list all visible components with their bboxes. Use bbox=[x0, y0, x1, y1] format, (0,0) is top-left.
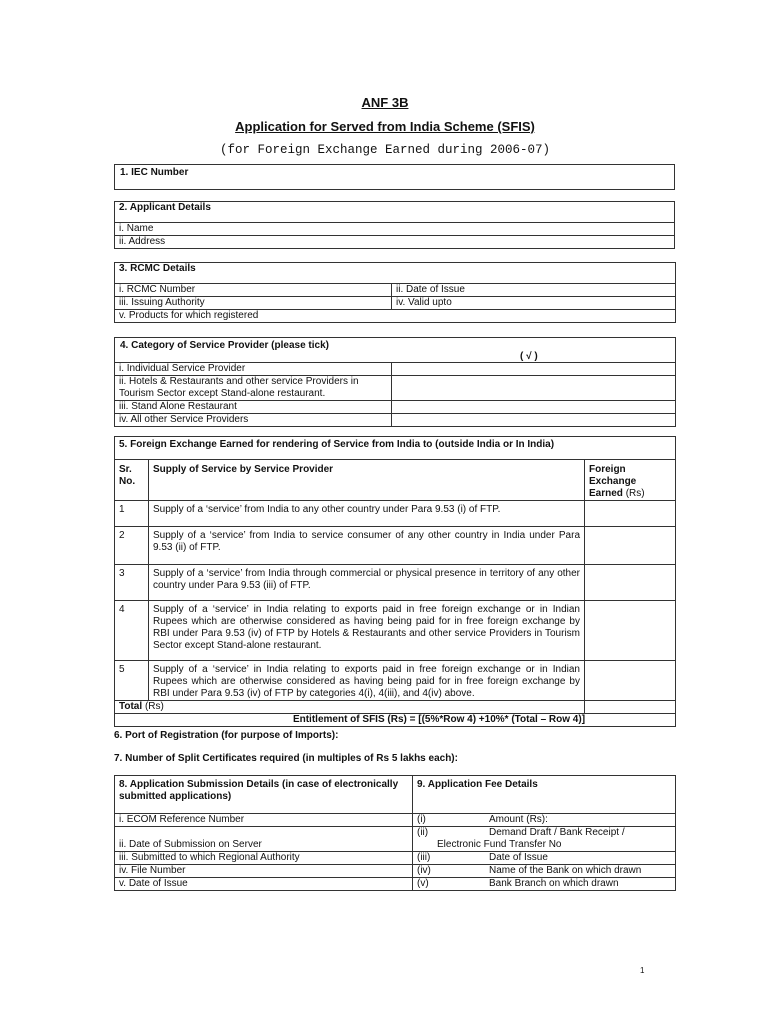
submission-fee-section bbox=[114, 775, 675, 891]
row2-sr: 2 bbox=[115, 527, 149, 565]
row5-value-field[interactable] bbox=[585, 661, 676, 701]
submission-details-label: 8. Application Submission Details (in case of electronically submitted applications) bbox=[115, 776, 413, 814]
col-forex-header bbox=[585, 460, 676, 501]
col-forex-label: Foreign Exchange Earned bbox=[589, 464, 637, 499]
category-standalone-tick[interactable] bbox=[392, 401, 676, 414]
category-label: 4. Category of Service Provider (please tick) bbox=[120, 340, 329, 351]
forex-table bbox=[114, 436, 676, 727]
category-other: iv. All other Service Providers bbox=[115, 414, 392, 427]
fee-row-1[interactable] bbox=[413, 814, 676, 827]
rcmc-issuing-authority-field[interactable]: iii. Issuing Authority bbox=[115, 297, 392, 310]
fee-amount-label: Amount (Rs): bbox=[489, 814, 548, 825]
fee-row-5[interactable] bbox=[413, 878, 676, 891]
rcmc-number-field[interactable]: i. RCMC Number bbox=[115, 284, 392, 297]
rcmc-valid-upto-field[interactable]: iv. Valid upto bbox=[392, 297, 676, 310]
category-other-tick[interactable] bbox=[392, 414, 676, 427]
total-row bbox=[115, 701, 585, 714]
fee-num-3: (iii) bbox=[417, 852, 431, 863]
rcmc-products-field[interactable]: v. Products for which registered bbox=[115, 310, 392, 323]
fee-num-2: (ii) bbox=[417, 827, 429, 838]
submission-date-field[interactable]: ii. Date of Submission on Server bbox=[115, 827, 413, 852]
fee-branch-label: Bank Branch on which drawn bbox=[489, 878, 619, 889]
regional-authority-field[interactable]: iii. Submitted to which Regional Authority bbox=[115, 852, 413, 865]
row3-value-field[interactable] bbox=[585, 565, 676, 601]
category-header bbox=[115, 338, 676, 363]
rcmc-details-label: 3. RCMC Details bbox=[115, 263, 676, 284]
rcmc-date-of-issue-field[interactable]: ii. Date of Issue bbox=[392, 284, 676, 297]
row2-value-field[interactable] bbox=[585, 527, 676, 565]
fee-num-1: (i) bbox=[417, 814, 426, 825]
applicant-details-section bbox=[114, 201, 675, 249]
submission-date-of-issue-field[interactable]: v. Date of Issue bbox=[115, 878, 413, 891]
file-number-field[interactable]: iv. File Number bbox=[115, 865, 413, 878]
fee-num-4: (iv) bbox=[417, 865, 431, 876]
forex-section bbox=[114, 436, 675, 727]
rcmc-details-section bbox=[114, 262, 675, 323]
iec-number-field[interactable] bbox=[114, 164, 675, 190]
category-individual-tick[interactable] bbox=[392, 363, 676, 376]
page-number: 1 bbox=[640, 966, 645, 975]
port-of-registration-label: 6. Port of Registration (for purpose of Imports): bbox=[114, 730, 339, 741]
category-table bbox=[114, 337, 676, 427]
fee-num-5: (v) bbox=[417, 878, 429, 889]
row5-sr: 5 bbox=[115, 661, 149, 701]
fee-row-2[interactable] bbox=[413, 827, 676, 852]
category-hotels: ii. Hotels & Restaurants and other service Providers in Tourism Sector except Stand-alone restaurant. bbox=[115, 376, 392, 401]
fee-dd-label: Demand Draft / Bank Receipt / bbox=[489, 827, 625, 838]
row3-text: Supply of a ‘service’ from India through commercial or physical presence in territory of any other country under Para 9.53 (iii) of FTP. bbox=[149, 565, 585, 601]
applicant-details-label: 2. Applicant Details bbox=[115, 202, 675, 223]
ecom-reference-field[interactable]: i. ECOM Reference Number bbox=[115, 814, 413, 827]
fee-row-3[interactable] bbox=[413, 852, 676, 865]
applicant-address-field[interactable]: ii. Address bbox=[115, 236, 675, 249]
category-section bbox=[114, 337, 675, 427]
col-supply-header: Supply of Service by Service Provider bbox=[149, 460, 585, 501]
row2-text: Supply of a ‘service’ from India to service consumer of any other country in India under Para 9.53 (ii) of FTP. bbox=[149, 527, 585, 565]
iec-number-label: 1. IEC Number bbox=[120, 167, 189, 178]
total-label: Total bbox=[119, 701, 143, 712]
row4-text: Supply of a ‘service’ in India relating to exports paid in free foreign exchange or in Indian Rupees which are otherwise considered as having being paid for in free foreign exchange by RBI under Para 9.53 (iv) of FTP by Hotels & Restaurants and other service Providers in Tourism Sector except Stand-alone restaurant. bbox=[149, 601, 585, 661]
form-subtitle: (for Foreign Exchange Earned during 2006-07) bbox=[219, 143, 551, 157]
forex-label: 5. Foreign Exchange Earned for rendering of Service from India to (outside India or In India) bbox=[115, 437, 676, 460]
fee-date-label: Date of Issue bbox=[489, 852, 548, 863]
rcmc-products-filler bbox=[392, 310, 676, 323]
fee-bank-label: Name of the Bank on which drawn bbox=[489, 865, 642, 876]
category-individual: i. Individual Service Provider bbox=[115, 363, 392, 376]
entitlement-formula: Entitlement of SFIS (Rs) = [(5%*Row 4) +10%* (Total – Row 4)] bbox=[115, 714, 676, 727]
rcmc-details-table bbox=[114, 262, 676, 323]
split-certificates-label: 7. Number of Split Certificates required (in multiples of Rs 5 lakhs each): bbox=[114, 753, 458, 764]
col-sr-header: Sr. No. bbox=[115, 460, 149, 501]
category-standalone: iii. Stand Alone Restaurant bbox=[115, 401, 392, 414]
fee-details-label: 9. Application Fee Details bbox=[413, 776, 676, 814]
row4-value-field[interactable] bbox=[585, 601, 676, 661]
row1-value-field[interactable] bbox=[585, 501, 676, 527]
category-hotels-tick[interactable] bbox=[392, 376, 676, 401]
form-code: ANF 3B bbox=[361, 95, 409, 110]
fee-row-4[interactable] bbox=[413, 865, 676, 878]
applicant-name-field[interactable]: i. Name bbox=[115, 223, 675, 236]
tick-header: ( √ ) bbox=[520, 351, 538, 362]
applicant-details-table bbox=[114, 201, 675, 249]
form-title: Application for Served from India Scheme (SFIS) bbox=[235, 119, 535, 134]
row4-sr: 4 bbox=[115, 601, 149, 661]
submission-fee-table bbox=[114, 775, 676, 891]
total-value-field[interactable] bbox=[585, 701, 676, 714]
col-forex-unit: (Rs) bbox=[625, 488, 645, 499]
row1-text: Supply of a ‘service’ from India to any other country under Para 9.53 (i) of FTP. bbox=[149, 501, 585, 527]
row5-text: Supply of a ‘service’ in India relating to exports paid in free foreign exchange or in Indian Rupees which are otherwise considered as having being paid for in free foreign exchange by RBI under Para 9.53 (iv) of FTP by categories 4(i), 4(iii), and 4(iv) above. bbox=[149, 661, 585, 701]
total-unit: (Rs) bbox=[144, 701, 164, 712]
row3-sr: 3 bbox=[115, 565, 149, 601]
row1-sr: 1 bbox=[115, 501, 149, 527]
fee-eft-label: Electronic Fund Transfer No bbox=[437, 839, 562, 850]
